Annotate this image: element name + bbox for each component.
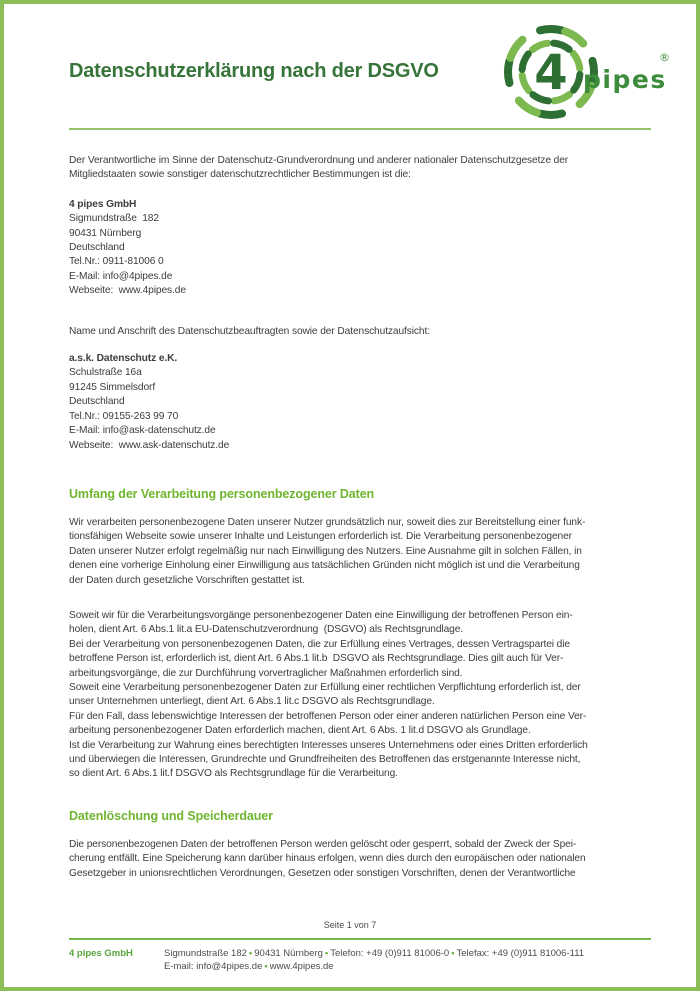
text-line: betroffene Person ist, erforderlich ist, dient Art. 6 Abs.1 lit.b DSGVO als Rechtsgrundlage. Dies gilt auch für Ver- xyxy=(69,653,564,665)
footer-text-segment: Telefon: +49 (0)911 81006-0 xyxy=(330,948,450,959)
text-line: Deutschland xyxy=(69,396,125,408)
page-number: Seite 1 von 7 xyxy=(323,920,377,930)
text-line: E-Mail: info@4pipes.de xyxy=(69,270,173,282)
text-line: arbeitung personenbezogener Daten erforderlich machen, dient Art. 6 Abs. 1 lit.d DSGVO als Grundlage. xyxy=(69,725,531,737)
text-line: unser Unternehmen unterliegt, dient Art. 6 Abs.1 lit.c DSGVO als Rechtsgrundlage. xyxy=(69,696,435,708)
section-heading: Datenlöschung und Speicherdauer xyxy=(69,808,273,823)
paragraph xyxy=(69,609,651,782)
controller-block xyxy=(69,198,651,299)
logo-swirl-icon xyxy=(499,19,674,125)
text-line: Die personenbezogenen Daten der betroffenen Person werden gelöscht oder gesperrt, sobald der Zweck der Spei- xyxy=(69,838,577,850)
text-line: Tel.Nr.: 0911-81006 0 xyxy=(69,256,164,268)
text-line: Sigmundstraße 182 xyxy=(69,213,159,225)
intro-paragraph xyxy=(69,154,651,183)
text-line: Gesetzgeber in unionsrechtlichen Verordnungen, Gesetzen oder sonstigen Vorschriften, denen der Verantwortliche xyxy=(69,867,576,879)
text-line: Tel.Nr.: 09155-263 99 70 xyxy=(69,410,179,422)
text-line: Schulstraße 16a xyxy=(69,367,142,379)
footer-divider xyxy=(69,938,651,940)
dpo-block xyxy=(69,352,651,453)
footer-contact-line xyxy=(164,960,651,973)
bullet-separator: • xyxy=(264,961,268,972)
text-line: Für den Fall, dass lebenswichtige Interessen der betroffenen Person oder einer anderen natürlichen Person eine Ver- xyxy=(69,710,587,722)
text-line: Wir verarbeiten personenbezogene Daten unserer Nutzer grundsätzlich nur, soweit dies zur Bereitstellung einer funk- xyxy=(69,516,586,528)
text-line: Webseite: www.4pipes.de xyxy=(69,285,186,297)
text-line: 91245 Simmelsdorf xyxy=(69,381,156,393)
text-line: Bei der Verarbeitung von personenbezogenen Daten, die zur Erfüllung eines Vertrages, dessen Vertragspartei die xyxy=(69,638,570,650)
page-title: Datenschutzerklärung nach der DSGVO xyxy=(69,60,439,82)
logo-wordmark: pipes xyxy=(583,65,667,94)
text-line: Daten unserer Nutzer erfolgt regelmäßig nur nach Einwilligung des Nutzers. Eine Ausnahme gilt in solchen Fällen, in xyxy=(69,545,582,557)
dpo-name: a.s.k. Datenschutz e.K. xyxy=(69,353,178,365)
footer-address xyxy=(164,947,651,973)
paragraph xyxy=(69,838,651,881)
logo-number: 4 xyxy=(534,45,568,101)
footer-company: 4 pipes GmbH xyxy=(69,948,133,959)
footer-text-segment: www.4pipes.de xyxy=(269,961,334,972)
bullet-separator: • xyxy=(248,948,253,959)
controller-address xyxy=(69,212,651,298)
document-footer xyxy=(69,947,651,973)
text-line: E-Mail: info@ask-datenschutz.de xyxy=(69,425,216,437)
section-umfang-der-verarbeitung xyxy=(69,486,651,782)
text-line: der Daten durch gesetzliche Vorschriften gestattet ist. xyxy=(69,574,305,586)
company-logo xyxy=(499,19,674,125)
text-line: arbeitungsvorgänge, die zur Durchführung vorvertraglicher Maßnahmen erforderlich sind. xyxy=(69,667,463,679)
text-line: 90431 Nürnberg xyxy=(69,227,142,239)
text-line: so dient Art. 6 Abs.1 lit.f DSGVO als Rechtsgrundlage für die Verarbeitung. xyxy=(69,768,398,780)
text-line: Soweit wir für die Verarbeitungsvorgänge personenbezogener Daten eine Einwilligung der betroffenen Person ein- xyxy=(69,609,573,621)
paragraph xyxy=(69,516,651,588)
text-line: Der Verantwortliche im Sinne der Datenschutz-Grundverordnung und anderer nationaler Datenschutzgesetze der xyxy=(69,155,569,166)
text-line: Webseite: www.ask-datenschutz.de xyxy=(69,439,230,451)
footer-text-segment: 90431 Nürnberg xyxy=(254,948,323,959)
document-header xyxy=(4,45,696,130)
footer-address-line xyxy=(164,947,651,960)
document-body xyxy=(4,154,696,881)
text-line: Ist die Verarbeitung zur Wahrung eines berechtigten Interesses unseres Unternehmens oder eines Dritten erforderlich xyxy=(69,739,588,751)
dpo-address xyxy=(69,366,651,452)
text-line: cherung entfällt. Eine Speicherung kann darüber hinaus erfolgen, wenn dies durch den europäischen oder nationalen xyxy=(69,853,586,865)
text-line: Mitgliedstaaten sowie sonstiger datenschutzrechtlicher Bestimmungen ist die: xyxy=(69,169,411,181)
footer-text-segment: E-mail: info@4pipes.de xyxy=(164,961,263,972)
dpo-intro-paragraph: Name und Anschrift des Datenschutzbeauftragten sowie der Datenschutzaufsicht: xyxy=(69,325,430,337)
section-heading: Umfang der Verarbeitung personenbezogener Daten xyxy=(69,486,375,501)
text-line: Deutschland xyxy=(69,242,125,254)
bullet-separator: • xyxy=(451,948,455,959)
footer-text-segment: Sigmundstraße 182 xyxy=(164,948,247,959)
bullet-separator: • xyxy=(324,948,329,959)
text-line: denen eine vorherige Einholung einer Einwilligung aus tatsächlichen Gründen nicht möglich ist und die Verarbeitung xyxy=(69,560,580,572)
text-line: holen, dient Art. 6 Abs.1 lit.a EU-Datenschutzverordnung (DSGVO) als Rechtsgrundlage. xyxy=(69,624,464,636)
logo-registered-mark: ® xyxy=(659,51,670,64)
footer-text-segment: Telefax: +49 (0)911 81006-111 xyxy=(456,948,585,959)
title-divider xyxy=(69,128,651,130)
text-line: tionsfähigen Webseite sowie unserer Inhalte und Leistungen erforderlich ist. Die Verarbeitung personenbezogener xyxy=(69,531,572,543)
text-line: Soweit eine Verarbeitung personenbezogener Daten zur Erfüllung einer rechtlichen Verpflichtung erforderlich ist, der xyxy=(69,681,581,693)
text-line: und überwiegen die Interessen, Grundrechte und Grundfreiheiten des Betroffenen das erstgenannte Interesse nicht, xyxy=(69,754,581,765)
section-datenloeschung xyxy=(69,808,651,881)
controller-name: 4 pipes GmbH xyxy=(69,198,137,210)
